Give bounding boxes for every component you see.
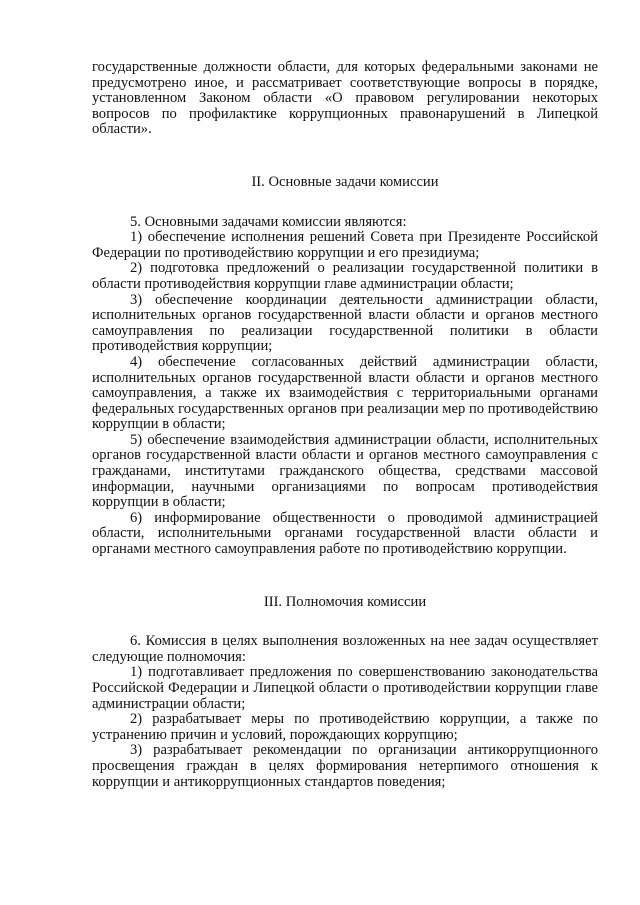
intro-paragraph: государственные должности области, для которых федеральными законами не предусмотрено иное, и рассматривает соответствующие вопросы в порядке, установленном Законом области «О правовом регулировании некоторых вопросов по профилактике коррупционных правонарушений в Липецкой области». — [92, 59, 598, 138]
paragraph: 3) разрабатывает рекомендации по организации антикоррупционного просвещения граждан в целях формирования нетерпимого отношения к коррупции и антикоррупционных стандартов поведения; — [92, 742, 598, 790]
spacer — [92, 610, 598, 634]
spacer — [92, 138, 598, 175]
paragraph: 1) обеспечение исполнения решений Совета при Президенте Российской Федерации по противодействию коррупции и его президиума; — [92, 229, 598, 261]
paragraph: 5) обеспечение взаимодействия администрации области, исполнительных органов государственной власти области и органов местного самоуправления с гражданами, институтами гражданского общества, средствами массовой информации, научными организациями по вопросам противодействия коррупции в области; — [92, 431, 598, 511]
paragraph: 6. Комиссия в целях выполнения возложенных на нее задач осуществляет следующие полномочия: — [92, 633, 598, 665]
paragraph: 6) информирование общественности о проводимой администрацией области, исполнительными органами государственной власти области и органами местного самоуправления работе по противодействию коррупции. — [92, 509, 598, 558]
section-heading-tasks: II. Основные задачи комиссии — [251, 173, 439, 190]
spacer — [92, 191, 598, 215]
paragraph: 2) разрабатывает меры по противодействию коррупции, а также по устранению причин и условий, порождающих коррупцию; — [92, 711, 598, 743]
paragraph: 4) обеспечение согласованных действий администрации области, исполнительных органов государственной власти области и органов местного самоуправления, а также их взаимодействия с территориальными органами федеральных государственных органов при реализации мер по противодействию коррупции в области; — [92, 353, 598, 433]
paragraph: 3) обеспечение координации деятельности администрации области, исполнительных органов государственной власти области и органов местного самоуправления по реализации государственной политики в области противодействия коррупции; — [92, 291, 598, 355]
paragraph: 5. Основными задачами комиссии являются: — [130, 213, 407, 230]
document-page — [92, 60, 598, 790]
section-heading-powers: III. Полномочия комиссии — [263, 593, 427, 610]
paragraph: 1) подготавливает предложения по совершенствованию законодательства Российской Федерации и Липецкой области о противодействии коррупции главе администрации области; — [92, 664, 598, 712]
paragraph: 2) подготовка предложений о реализации государственной политики в области противодействия коррупции главе администрации области; — [92, 260, 598, 292]
spacer — [92, 558, 598, 595]
